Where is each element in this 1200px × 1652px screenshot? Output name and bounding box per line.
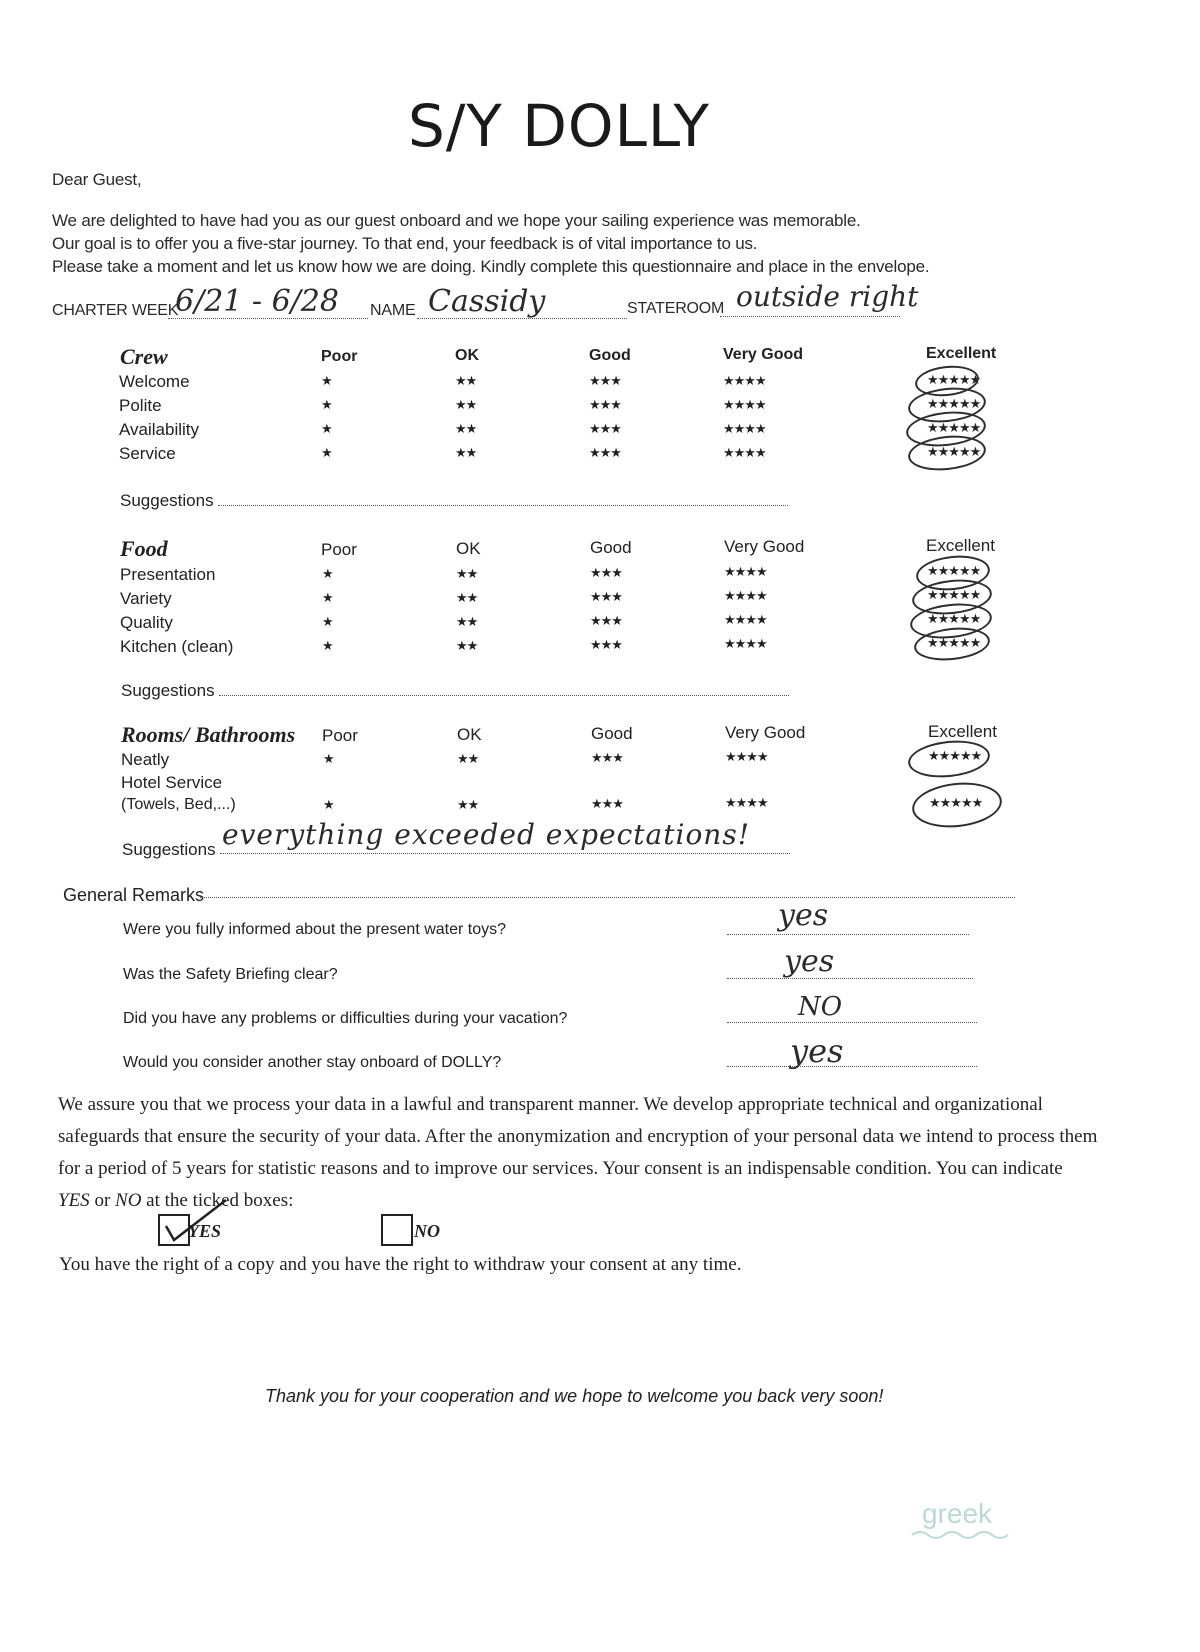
star-good[interactable]: ★★★ xyxy=(589,373,621,388)
col-good: Good xyxy=(589,347,631,364)
star-good[interactable]: ★★★ xyxy=(589,397,621,412)
question-another-stay: Would you consider another stay onboard of DOLLY? xyxy=(123,1054,502,1071)
general-remarks-line[interactable] xyxy=(200,897,1015,898)
star-very-good[interactable]: ★★★★ xyxy=(723,397,766,412)
star-poor[interactable]: ★ xyxy=(322,638,333,653)
star-ok[interactable]: ★★ xyxy=(455,397,477,412)
col-excellent: Excellent xyxy=(926,345,997,362)
selection-circle xyxy=(906,737,991,781)
privacy-no-word: NO xyxy=(115,1190,142,1211)
star-very-good[interactable]: ★★★★ xyxy=(724,636,767,651)
suggestions-label: Suggestions xyxy=(122,840,216,859)
star-good[interactable]: ★★★ xyxy=(591,796,623,811)
row-label-availability: Availability xyxy=(119,420,200,439)
watermark-wave-icon xyxy=(910,1528,1020,1542)
col-ok: OK xyxy=(457,725,482,744)
suggestions-line[interactable] xyxy=(220,853,790,854)
row-label-service: Service xyxy=(119,444,176,463)
general-remarks-label: General Remarks xyxy=(63,885,205,905)
intro-line-3: Please take a moment and let us know how we are doing. Kindly complete this questionnaire and place in the envelope. xyxy=(52,257,930,276)
col-ok: OK xyxy=(455,347,479,364)
answer-line[interactable] xyxy=(727,934,969,935)
greeting: Dear Guest, xyxy=(52,170,142,189)
suggestions-line[interactable] xyxy=(219,695,789,696)
star-excellent[interactable]: ★★★★★ xyxy=(927,444,981,459)
row-label-hotel-service-detail: (Towels, Bed,...) xyxy=(121,796,236,813)
star-ok[interactable]: ★★ xyxy=(456,614,478,629)
star-excellent[interactable]: ★★★★★ xyxy=(927,635,981,650)
star-excellent[interactable]: ★★★★★ xyxy=(928,748,982,763)
row-label-kitchen: Kitchen (clean) xyxy=(120,637,234,656)
watermark-logo: greek xyxy=(922,1498,993,1529)
answer-water-toys[interactable]: yes xyxy=(778,898,829,933)
col-excellent: Excellent xyxy=(926,536,995,555)
col-very-good: Very Good xyxy=(724,537,805,556)
privacy-or-word: or xyxy=(89,1190,116,1211)
star-very-good[interactable]: ★★★★ xyxy=(724,564,767,579)
star-excellent[interactable]: ★★★★★ xyxy=(927,420,981,435)
star-poor[interactable]: ★ xyxy=(323,797,334,812)
star-poor[interactable]: ★ xyxy=(321,421,332,436)
star-ok[interactable]: ★★ xyxy=(455,445,477,460)
star-very-good[interactable]: ★★★★ xyxy=(725,749,768,764)
col-very-good: Very Good xyxy=(725,723,806,742)
consent-no-checkbox[interactable] xyxy=(381,1214,413,1246)
col-excellent: Excellent xyxy=(928,722,997,741)
privacy-yes-word: YES xyxy=(58,1190,90,1211)
col-poor: Poor xyxy=(321,540,357,559)
star-excellent[interactable]: ★★★★★ xyxy=(927,587,981,602)
section-title-food: Food xyxy=(120,536,168,561)
privacy-closing: You have the right of a copy and you have the right to withdraw your consent at any time. xyxy=(59,1254,742,1275)
star-good[interactable]: ★★★ xyxy=(589,421,621,436)
star-ok[interactable]: ★★ xyxy=(457,751,479,766)
stateroom-line xyxy=(720,316,900,317)
star-poor[interactable]: ★ xyxy=(323,751,334,766)
star-good[interactable]: ★★★ xyxy=(591,750,623,765)
intro-line-2: Our goal is to offer you a five-star journey. To that end, your feedback is of vital importance to us. xyxy=(52,234,758,253)
star-very-good[interactable]: ★★★★ xyxy=(723,421,766,436)
star-ok[interactable]: ★★ xyxy=(455,373,477,388)
suggestions-line[interactable] xyxy=(218,505,788,506)
star-ok[interactable]: ★★ xyxy=(455,421,477,436)
star-very-good[interactable]: ★★★★ xyxy=(724,612,767,627)
suggestions-label: Suggestions xyxy=(121,681,215,700)
star-ok[interactable]: ★★ xyxy=(456,566,478,581)
star-poor[interactable]: ★ xyxy=(321,397,332,412)
answer-problems[interactable]: NO xyxy=(798,992,843,1022)
answer-line[interactable] xyxy=(727,1066,977,1067)
star-ok[interactable]: ★★ xyxy=(457,797,479,812)
charter-week-value[interactable]: 6/21 - 6/28 xyxy=(175,284,339,319)
star-excellent[interactable]: ★★★★★ xyxy=(927,611,981,626)
answer-line[interactable] xyxy=(727,978,973,979)
row-label-welcome: Welcome xyxy=(119,372,190,391)
row-label-presentation: Presentation xyxy=(120,565,216,584)
col-good: Good xyxy=(590,538,632,557)
star-good[interactable]: ★★★ xyxy=(589,445,621,460)
row-label-quality: Quality xyxy=(120,613,173,632)
privacy-line-3: for a period of 5 years for statistic reasons and to improve our services. Your consent is an indispensable condition. You can indicate xyxy=(58,1158,1063,1179)
section-title-rooms: Rooms/ Bathrooms xyxy=(121,722,296,747)
star-good[interactable]: ★★★ xyxy=(590,613,622,628)
row-label-hotel-service: Hotel Service xyxy=(121,773,223,792)
suggestions-value[interactable]: everything exceeded expectations! xyxy=(222,818,750,851)
name-label: NAME xyxy=(370,302,416,319)
col-poor: Poor xyxy=(321,348,358,365)
question-water-toys: Were you fully informed about the present water toys? xyxy=(123,921,507,938)
col-very-good: Very Good xyxy=(723,346,804,363)
star-excellent[interactable]: ★★★★★ xyxy=(927,563,981,578)
star-excellent[interactable]: ★★★★★ xyxy=(927,396,981,411)
star-poor[interactable]: ★ xyxy=(322,590,333,605)
star-ok[interactable]: ★★ xyxy=(456,590,478,605)
charter-week-label: CHARTER WEEK xyxy=(52,302,179,319)
star-good[interactable]: ★★★ xyxy=(590,565,622,580)
col-poor: Poor xyxy=(322,726,358,745)
star-excellent[interactable]: ★★★★★ xyxy=(929,795,983,810)
form-title: S/Y DOLLY xyxy=(408,92,710,160)
answer-safety-briefing[interactable]: yes xyxy=(784,944,835,979)
answer-line[interactable] xyxy=(727,1022,977,1023)
row-label-variety: Variety xyxy=(120,589,172,608)
selection-circle xyxy=(910,778,1004,831)
thank-you-note: Thank you for your cooperation and we hope to welcome you back very soon! xyxy=(265,1386,884,1406)
section-title-crew: Crew xyxy=(120,344,168,369)
star-very-good[interactable]: ★★★★ xyxy=(724,588,767,603)
stateroom-label: STATEROOM xyxy=(627,300,725,317)
star-poor[interactable]: ★ xyxy=(321,445,332,460)
star-poor[interactable]: ★ xyxy=(322,614,333,629)
col-good: Good xyxy=(591,724,633,743)
star-good[interactable]: ★★★ xyxy=(590,589,622,604)
privacy-line-2: safeguards that ensure the security of your data. After the anonymization and encryption of your personal data we intend to process them xyxy=(58,1126,1098,1147)
row-label-polite: Polite xyxy=(119,396,162,415)
privacy-line-1: We assure you that we process your data in a lawful and transparent manner. We develop appropriate technical and organizational xyxy=(58,1094,1043,1115)
privacy-line-4-rest: at the ticked boxes: xyxy=(141,1190,294,1211)
question-safety-briefing: Was the Safety Briefing clear? xyxy=(123,966,338,983)
star-good[interactable]: ★★★ xyxy=(590,637,622,652)
stateroom-value[interactable]: outside right xyxy=(736,280,919,313)
row-label-neatly: Neatly xyxy=(121,750,170,769)
name-value[interactable]: Cassidy xyxy=(428,284,546,319)
star-very-good[interactable]: ★★★★ xyxy=(723,445,766,460)
star-excellent[interactable]: ★★★★★ xyxy=(927,372,981,387)
consent-no-label: NO xyxy=(414,1221,440,1241)
intro-line-1: We are delighted to have had you as our guest onboard and we hope your sailing experience was memorable. xyxy=(52,211,861,230)
col-ok: OK xyxy=(456,539,481,558)
answer-another-stay[interactable]: yes xyxy=(790,1032,844,1070)
star-poor[interactable]: ★ xyxy=(321,373,332,388)
star-very-good[interactable]: ★★★★ xyxy=(725,795,768,810)
star-poor[interactable]: ★ xyxy=(322,566,333,581)
consent-yes-label: YES xyxy=(188,1221,222,1241)
star-very-good[interactable]: ★★★★ xyxy=(723,373,766,388)
question-problems: Did you have any problems or difficulties during your vacation? xyxy=(123,1010,568,1027)
suggestions-label: Suggestions xyxy=(120,491,214,510)
star-ok[interactable]: ★★ xyxy=(456,638,478,653)
